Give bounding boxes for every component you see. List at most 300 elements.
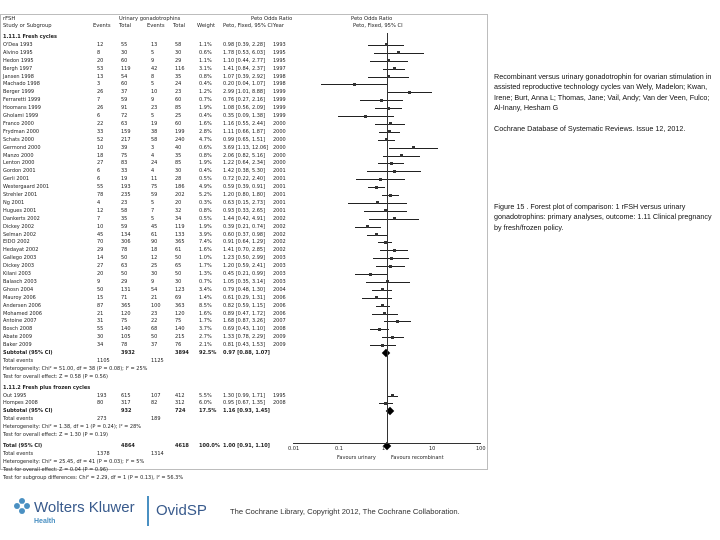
study-name: Schats 2000	[3, 136, 35, 143]
point-estimate	[381, 304, 384, 307]
urinary-events: 7	[151, 207, 155, 214]
year: 2001	[273, 207, 286, 214]
rfsh-events: 9	[97, 278, 101, 285]
rfsh-events: 80	[97, 400, 104, 407]
header-events2: Events	[147, 23, 165, 29]
weight: 0.8%	[199, 152, 212, 159]
subgroup-title	[1, 384, 487, 392]
odds-ratio: 3.69 [1.13, 12.06]	[223, 144, 269, 151]
year: 2003	[273, 263, 286, 270]
study-row	[1, 302, 487, 310]
urinary-total: 65	[175, 263, 182, 270]
study-row	[1, 120, 487, 128]
odds-ratio: 1.23 [0.50, 2.99]	[223, 255, 266, 262]
year: 2000	[273, 144, 286, 151]
weight: 2.8%	[199, 128, 212, 135]
urinary-events: 24	[151, 160, 158, 167]
x-tick-label: 1	[382, 446, 386, 452]
rfsh-total: 83	[121, 160, 128, 167]
rfsh-total: 78	[121, 247, 128, 254]
weight: 100.0%	[199, 442, 220, 449]
urinary-events: 45	[151, 223, 158, 230]
rfsh-events: 87	[97, 302, 104, 309]
point-estimate	[412, 146, 415, 149]
point-estimate	[380, 99, 383, 102]
odds-ratio: 0.79 [0.48, 1.30]	[223, 286, 266, 293]
urinary-events: 3	[151, 144, 155, 151]
rfsh-total: 134	[121, 231, 131, 238]
urinary-events: 30	[151, 271, 158, 277]
study-name: Gerli 2001	[3, 176, 30, 183]
overall-effect-text: Test for overall effect: Z = 0.04 (P = 0.96)	[3, 466, 108, 473]
rfsh-events: 6	[97, 168, 101, 175]
urinary-total: 215	[175, 334, 185, 341]
study-name: Baker 2009	[3, 342, 32, 349]
urinary-total: 120	[175, 310, 185, 317]
urinary-events: 189	[151, 416, 161, 423]
study-row	[1, 136, 487, 144]
subgroup-title	[1, 33, 487, 41]
year: 1997	[273, 65, 286, 72]
study-row	[1, 286, 487, 294]
rfsh-total: 75	[121, 152, 128, 159]
weight: 0.4%	[199, 168, 212, 175]
rfsh-events: 273	[97, 416, 107, 423]
urinary-events: 1125	[151, 357, 164, 364]
urinary-events: 8	[151, 73, 155, 80]
point-estimate	[375, 186, 378, 189]
study-row	[1, 104, 487, 112]
odds-ratio: 1.10 [0.44, 2.77]	[223, 57, 266, 64]
rfsh-events: 7	[97, 215, 101, 222]
heterogeneity-text: Heterogeneity: Chi² = 1.38, df = 1 (P = 0.24); I² = 28%	[3, 424, 142, 431]
rfsh-events: 10	[97, 223, 104, 230]
weight: 2.1%	[199, 342, 212, 349]
urinary-total: 20	[175, 199, 182, 206]
odds-ratio: 1.68 [0.87, 3.26]	[223, 318, 266, 325]
urinary-events: 68	[151, 326, 158, 333]
urinary-events: 107	[151, 392, 161, 399]
urinary-total: 3894	[175, 350, 189, 356]
study-row	[1, 96, 487, 104]
rfsh-total: 120	[121, 310, 131, 317]
year: 1999	[273, 105, 286, 112]
urinary-total: 365	[175, 239, 185, 246]
study-name: Mauroy 2006	[3, 294, 36, 301]
point-estimate	[376, 201, 379, 204]
point-estimate	[381, 288, 384, 291]
urinary-events: 5	[151, 215, 155, 222]
urinary-total: 28	[175, 176, 182, 183]
study-row	[1, 246, 487, 254]
urinary-events: 23	[151, 310, 158, 317]
rfsh-events: 33	[97, 128, 104, 135]
urinary-total: 60	[175, 97, 182, 104]
year: 2006	[273, 302, 286, 309]
odds-ratio: 0.93 [0.33, 2.65]	[223, 207, 266, 214]
urinary-total: 75	[175, 318, 182, 325]
study-row	[1, 49, 487, 57]
urinary-events: 9	[151, 97, 155, 104]
rfsh-events: 7	[97, 97, 101, 104]
header-rfsh-group: rFSH	[3, 16, 16, 22]
point-estimate	[383, 312, 386, 315]
year: 1998	[273, 81, 286, 88]
rfsh-total: 615	[121, 392, 131, 399]
rfsh-events: 15	[97, 294, 104, 301]
study-name: Mohamed 2006	[3, 310, 43, 317]
urinary-total: 363	[175, 302, 185, 309]
rfsh-events: 31	[97, 318, 104, 325]
weight: 0.5%	[199, 176, 212, 183]
urinary-total: 25	[175, 113, 182, 119]
weight: 0.8%	[199, 207, 212, 214]
wolters-kluwer-name: Wolters Kluwer	[34, 499, 135, 516]
rfsh-total: 59	[121, 97, 128, 104]
year: 2002	[273, 223, 286, 230]
weight: 1.9%	[199, 105, 212, 112]
study-name: Dickey 2002	[3, 223, 35, 230]
overall-effect-text: Test for overall effect: Z = 1.30 (P = 0.19)	[3, 432, 108, 438]
urinary-events: 25	[151, 263, 158, 270]
weight: 1.1%	[199, 41, 212, 48]
urinary-total: 69	[175, 294, 182, 301]
urinary-events: 58	[151, 136, 158, 143]
urinary-total: 50	[175, 271, 182, 277]
subtotal-label: Subtotal (95% CI)	[3, 350, 53, 356]
weight: 1.1%	[199, 57, 212, 64]
weight: 1.2%	[199, 89, 212, 96]
weight: 5.5%	[199, 392, 212, 399]
urinary-total: 312	[175, 400, 185, 407]
point-estimate	[389, 122, 392, 125]
rfsh-events: 22	[97, 120, 104, 127]
rfsh-events: 55	[97, 184, 104, 191]
urinary-total: 85	[175, 105, 182, 112]
study-row	[1, 88, 487, 96]
urinary-total: 35	[175, 73, 182, 80]
urinary-events: 5	[151, 49, 155, 56]
overall-effect-text: Test for overall effect: Z = 0.58 (P = 0.56)	[3, 373, 108, 380]
urinary-total: 119	[175, 223, 185, 230]
header-or-title: Peto Odds Ratio	[251, 16, 293, 22]
study-row	[1, 270, 487, 278]
odds-ratio: 1.30 [0.99, 1.71]	[223, 392, 266, 399]
weight: 1.0%	[199, 255, 212, 262]
study-row	[1, 191, 487, 199]
heterogeneity-text: Heterogeneity: Chi² = 51.00, df = 38 (P = 0.08); I² = 25%	[3, 365, 148, 372]
weight: 5.2%	[199, 192, 212, 198]
odds-ratio: 2.99 [1.01, 8.88]	[223, 89, 266, 96]
urinary-events: 82	[151, 400, 158, 407]
weight: 1.9%	[199, 223, 212, 230]
rfsh-total: 119	[121, 65, 131, 72]
rfsh-total: 71	[121, 294, 128, 301]
year: 1999	[273, 89, 286, 96]
copyright-text: The Cochrane Library, Copyright 2012, The Cochrane Collaboration.	[230, 507, 460, 516]
rfsh-total: 159	[121, 128, 131, 135]
odds-ratio: 0.95 [0.67, 1.35]	[223, 400, 266, 407]
odds-ratio: 1.05 [0.35, 3.14]	[223, 278, 266, 285]
point-estimate	[389, 194, 392, 197]
point-estimate	[396, 320, 399, 323]
weight: 0.7%	[199, 97, 212, 104]
rfsh-events: 18	[97, 152, 104, 159]
wolters-kluwer-health: Health	[34, 518, 56, 525]
study-row	[1, 399, 487, 407]
urinary-events: 4	[151, 168, 155, 175]
study-row	[1, 65, 487, 73]
urinary-total: 123	[175, 286, 185, 293]
odds-ratio: 0.20 [0.04, 1.07]	[223, 81, 266, 88]
study-name: Ferraretti 1999	[3, 97, 41, 104]
urinary-events: 9	[151, 57, 155, 64]
year: 2003	[273, 271, 286, 277]
urinary-total: 202	[175, 192, 185, 198]
rfsh-total: 19	[121, 176, 128, 183]
rfsh-events: 14	[97, 255, 104, 262]
year: 2006	[273, 294, 286, 301]
urinary-events: 54	[151, 286, 158, 293]
odds-ratio: 1.08 [0.56, 2.09]	[223, 105, 266, 112]
rfsh-events: 12	[97, 41, 104, 48]
header-study: Study or Subgroup	[3, 23, 52, 29]
odds-ratio: 1.22 [0.64, 2.34]	[223, 160, 266, 167]
plot-header	[1, 15, 487, 31]
year: 2002	[273, 231, 286, 238]
axis-right-label: Favours recombinant	[391, 455, 444, 461]
study-name: Strehler 2001	[3, 192, 38, 198]
weight: 0.4%	[199, 113, 212, 119]
urinary-events: 5	[151, 113, 155, 119]
urinary-total: 724	[175, 408, 186, 415]
urinary-events: 18	[151, 247, 158, 254]
rfsh-events: 53	[97, 65, 104, 72]
urinary-events: 10	[151, 89, 158, 96]
study-row	[1, 341, 487, 349]
rfsh-events: 6	[97, 113, 101, 119]
year: 1995	[273, 392, 286, 399]
odds-ratio: 1.41 [0.84, 2.37]	[223, 65, 266, 72]
odds-ratio: 0.72 [0.22, 2.40]	[223, 176, 266, 183]
rfsh-events: 30	[97, 334, 104, 341]
rfsh-events: 29	[97, 247, 104, 254]
study-name: Hugues 2001	[3, 207, 37, 214]
rfsh-total: 365	[121, 302, 131, 309]
study-name: Out 1995	[3, 392, 27, 399]
heterogeneity-text: Heterogeneity: Chi² = 25.45, df = 41 (P = 0.03); I² = 5%	[3, 458, 145, 465]
rfsh-events: 1378	[97, 450, 110, 457]
weight: 0.6%	[199, 144, 212, 151]
rfsh-total: 306	[121, 239, 131, 246]
rfsh-total: 35	[121, 215, 128, 222]
x-axis	[293, 443, 481, 444]
subgroup-title-text: 1.11.2 Fresh plus frozen cycles	[3, 384, 91, 391]
forest-plot	[0, 14, 488, 481]
weight: 0.8%	[199, 73, 212, 80]
year: 2009	[273, 342, 286, 349]
point-estimate	[378, 328, 381, 331]
wolters-kluwer-logo-icon	[12, 496, 32, 516]
point-estimate	[393, 67, 396, 70]
caption-citation: Recombinant versus urinary gonadotrophin for ovarian stimulation in assisted reproductive technology cycles van Wely, Madelon; Kwan, Irene; Burt, Anna L; Thomas, Jane; Vail, Andy; Van der Veen, Fulco; Al-Inany, Hesham G	[494, 72, 712, 113]
year: 2000	[273, 120, 286, 127]
header-total1: Total	[119, 23, 132, 29]
odds-ratio: 0.63 [0.15, 2.73]	[223, 199, 266, 206]
urinary-events: 4	[151, 152, 155, 159]
urinary-total: 29	[175, 57, 182, 64]
year: 2001	[273, 199, 286, 206]
subtotal-label: Subtotal (95% CI)	[3, 408, 53, 415]
year: 2000	[273, 152, 286, 159]
header-weight: Weight	[197, 23, 216, 29]
study-name: Franco 2000	[3, 120, 34, 127]
odds-ratio: 0.69 [0.43, 1.10]	[223, 326, 266, 333]
study-name: O'Dea 1993	[3, 41, 33, 48]
study-row	[1, 159, 487, 167]
rfsh-events: 20	[97, 57, 104, 64]
urinary-total: 76	[175, 342, 182, 349]
rfsh-events: 27	[97, 160, 104, 167]
point-estimate	[393, 249, 396, 252]
rfsh-events: 20	[97, 271, 104, 277]
study-row	[1, 238, 487, 246]
urinary-events: 42	[151, 65, 158, 72]
point-estimate	[391, 336, 394, 339]
point-estimate	[390, 162, 393, 165]
year: 2001	[273, 176, 286, 183]
odds-ratio: 0.98 [0.39, 2.28]	[223, 41, 266, 48]
study-row	[1, 80, 487, 88]
point-estimate	[379, 178, 382, 181]
urinary-total: 35	[175, 152, 182, 159]
odds-ratio: 0.97 [0.88, 1.07]	[223, 350, 270, 356]
urinary-total: 199	[175, 128, 185, 135]
subgroup-differences	[1, 474, 487, 482]
heterogeneity	[1, 423, 487, 431]
urinary-total: 23	[175, 89, 182, 96]
year: 2000	[273, 128, 286, 135]
overall-effect	[1, 373, 487, 381]
rfsh-total: 3932	[121, 350, 135, 356]
study-name: Berger 1999	[3, 89, 35, 96]
urinary-events: 19	[151, 120, 158, 127]
ovid-logo: OvidSP	[156, 502, 207, 519]
total-events-row	[1, 415, 487, 423]
odds-ratio: 1.41 [0.70, 2.85]	[223, 247, 266, 254]
weight: 0.5%	[199, 215, 212, 222]
study-name: Frydman 2000	[3, 128, 40, 135]
point-estimate	[369, 273, 372, 276]
urinary-events: 5	[151, 81, 155, 88]
year: 2003	[273, 255, 286, 262]
point-estimate	[375, 233, 378, 236]
total-events-label: Total events	[3, 450, 34, 457]
point-estimate	[388, 130, 391, 133]
year: 2002	[273, 247, 286, 254]
header-or-right-sub: Peto, Fixed, 95% CI	[353, 23, 403, 29]
rfsh-events: 55	[97, 326, 104, 333]
study-row	[1, 294, 487, 302]
urinary-total: 24	[175, 81, 182, 88]
study-name: Kilani 2003	[3, 271, 31, 277]
urinary-events: 100	[151, 302, 161, 309]
weight: 1.6%	[199, 120, 212, 127]
urinary-events: 23	[151, 105, 158, 112]
subtotal-row	[1, 349, 487, 357]
year: 2001	[273, 168, 286, 175]
year: 2007	[273, 318, 286, 325]
year: 2003	[273, 278, 286, 285]
urinary-events: 12	[151, 255, 158, 262]
weight: 0.7%	[199, 278, 212, 285]
urinary-events: 37	[151, 342, 158, 349]
urinary-total: 4618	[175, 442, 189, 449]
rfsh-total: 30	[121, 49, 128, 56]
urinary-events: 5	[151, 199, 155, 206]
study-row	[1, 41, 487, 49]
study-row	[1, 215, 487, 223]
weight: 3.4%	[199, 286, 212, 293]
logo-divider	[147, 496, 149, 526]
study-row	[1, 57, 487, 65]
weight: 2.7%	[199, 334, 212, 341]
study-name: Ng 2001	[3, 199, 25, 206]
study-name: Dickey 2003	[3, 263, 35, 270]
rfsh-total: 217	[121, 136, 131, 143]
odds-ratio: 1.20 [0.80, 1.80]	[223, 192, 266, 198]
rfsh-total: 29	[121, 278, 128, 285]
point-estimate	[393, 217, 396, 220]
urinary-total: 34	[175, 215, 182, 222]
study-name: Antoine 2007	[3, 318, 37, 325]
rfsh-events: 52	[97, 136, 104, 143]
urinary-total: 85	[175, 160, 182, 167]
study-row	[1, 223, 487, 231]
odds-ratio: 0.35 [0.09, 1.38]	[223, 113, 266, 119]
urinary-total: 61	[175, 247, 182, 254]
rfsh-events: 10	[97, 144, 104, 151]
rfsh-total: 60	[121, 81, 128, 88]
urinary-total: 40	[175, 144, 182, 151]
year: 2000	[273, 136, 286, 143]
rfsh-total: 54	[121, 73, 128, 80]
weight: 8.5%	[199, 302, 212, 309]
rfsh-total: 91	[121, 105, 128, 112]
weight: 17.5%	[199, 408, 217, 415]
caption-figure: Figure 15 . Forest plot of comparison: 1 rFSH versus urinary gonadotrophins: primary analyses, outcome: 1.11 Clinical pregnancy by fresh/frozen policy.	[494, 202, 712, 232]
urinary-events: 90	[151, 239, 158, 246]
rfsh-events: 4	[97, 199, 101, 206]
urinary-total: 240	[175, 136, 185, 143]
header-urinary-group: Urinary gonadotrophins	[119, 16, 181, 22]
header-year: Year	[273, 23, 284, 29]
rfsh-events: 50	[97, 286, 104, 293]
rfsh-total: 50	[121, 255, 128, 262]
study-row	[1, 183, 487, 191]
urinary-events: 11	[151, 176, 158, 183]
study-name: Hedayat 2002	[3, 247, 39, 254]
urinary-events: 21	[151, 294, 158, 301]
odds-ratio: 1.16 [0.55, 2.44]	[223, 120, 266, 127]
study-name: Gordon 2001	[3, 168, 36, 175]
study-row	[1, 325, 487, 333]
rfsh-events: 26	[97, 89, 104, 96]
study-name: Manzo 2000	[3, 152, 34, 159]
urinary-events: 50	[151, 334, 158, 341]
weight: 1.4%	[199, 294, 212, 301]
header-or-right: Peto Odds Ratio	[351, 16, 393, 22]
